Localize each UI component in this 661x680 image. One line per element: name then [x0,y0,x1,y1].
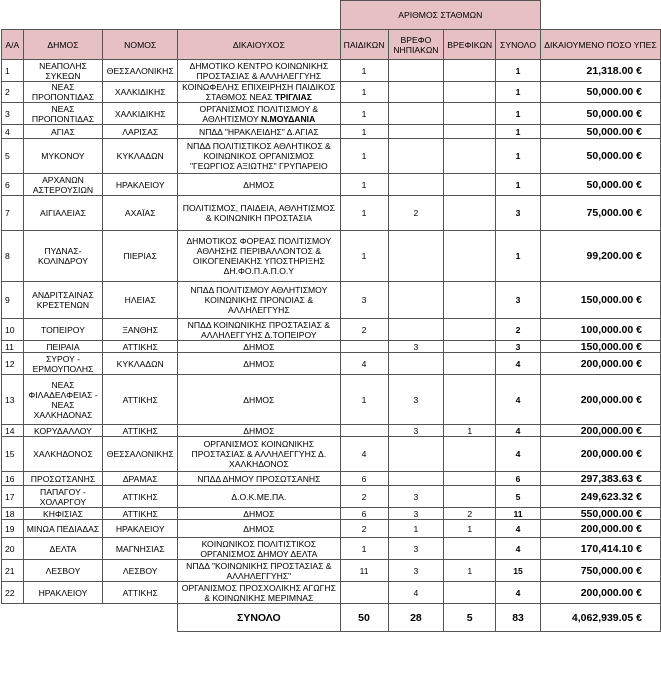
dikaiouxos-text: ΔΗΜΟΣ [243,394,275,405]
cell-dikaiouxos [178,125,340,139]
cell-vrefikon: 1 [444,425,496,437]
cell-synolo: 2 [496,319,541,341]
cell-nomos: ΗΡΑΚΛΕΙΟΥ [103,174,178,196]
cell-dikaiouxos [178,341,340,353]
cell-aa: 2 [2,82,24,103]
col-nomos: ΝΟΜΟΣ [103,30,178,60]
totals-label: ΣΥΝΟΛΟ [178,604,340,632]
cell-nomos: ΞΑΝΘΗΣ [103,319,178,341]
cell-nomos: ΧΑΛΚΙΔΙΚΗΣ [103,103,178,125]
dikaiouxos-bold-text: ΤΡΙΓΛΙΑΣ [274,92,312,102]
cell-vrefikon [444,319,496,341]
cell-synolo: 15 [496,560,541,582]
dikaiouxos-text: Δ.Ο.Κ.ΜΕ.ΠΑ. [231,491,287,502]
table-row [2,486,661,508]
cell-vrefonipiakon [388,282,444,319]
cell-dimos: ΧΑΛΚΗΔΟΝΟΣ [23,437,103,472]
cell-nomos: ΑΤΤΙΚΗΣ [103,425,178,437]
cell-aa: 21 [2,560,24,582]
dikaiouxos-text: ΚΟΙΝΩΦΕΛΗΣ ΕΠΙΧΕΙΡΗΣΗ ΠΑΙΔΙΚΟΣ ΣΤΑΘΜΟΣ ΝΕΑΣ [182,82,336,102]
cell-dimos: ΑΙΓΙΑΛΕΙΑΣ [23,196,103,231]
cell-aa: 11 [2,341,24,353]
cell-dimos: ΜΙΝΩΑ ΠΕΔΙΑΔΑΣ [23,520,103,538]
table-row [2,538,661,560]
cell-dimos: ΜΥΚΟΝΟΥ [23,139,103,174]
cell-synolo: 11 [496,508,541,520]
totals-row [2,604,661,632]
cell-paidikon [340,425,388,437]
cell-synolo: 1 [496,139,541,174]
cell-synolo: 3 [496,341,541,353]
cell-dikaiouxos [178,174,340,196]
cell-poso: 170,414.10 € [541,538,661,560]
cell-vrefikon [444,472,496,486]
table-row [2,282,661,319]
cell-dikaiouxos [178,425,340,437]
totals-vrefikon: 5 [444,604,496,632]
cell-synolo: 3 [496,196,541,231]
cell-vrefikon: 2 [444,508,496,520]
cell-vrefonipiakon [388,60,444,82]
cell-paidikon: 3 [340,282,388,319]
cell-aa: 16 [2,472,24,486]
cell-vrefonipiakon: 3 [388,341,444,353]
col-vrefonipiakon: ΒΡΕΦΟ ΝΗΠΙΑΚΩΝ [388,30,444,60]
cell-vrefonipiakon [388,319,444,341]
cell-dimos: ΗΡΑΚΛΕΙΟΥ [23,582,103,604]
cell-synolo: 1 [496,174,541,196]
table-row [2,472,661,486]
cell-vrefikon [444,103,496,125]
cell-dikaiouxos [178,508,340,520]
stations-table [1,0,661,632]
cell-synolo: 1 [496,103,541,125]
table-row [2,103,661,125]
cell-synolo: 4 [496,538,541,560]
cell-vrefikon [444,82,496,103]
table-row [2,560,661,582]
cell-synolo: 4 [496,520,541,538]
cell-dikaiouxos [178,486,340,508]
cell-paidikon: 2 [340,520,388,538]
cell-dimos: ΠΑΠΑΓΟΥ - ΧΟΛΑΡΓΟΥ [23,486,103,508]
cell-vrefonipiakon: 3 [388,425,444,437]
cell-aa: 6 [2,174,24,196]
cell-nomos: ΘΕΣΣΑΛΟΝΙΚΗΣ [103,437,178,472]
cell-dikaiouxos [178,82,340,103]
cell-nomos: ΑΤΤΙΚΗΣ [103,486,178,508]
cell-vrefonipiakon: 3 [388,560,444,582]
cell-nomos: ΚΥΚΛΑΔΩΝ [103,139,178,174]
cell-dimos: ΠΕΙΡΑΙΑ [23,341,103,353]
cell-synolo: 1 [496,125,541,139]
dikaiouxos-text: ΝΠΔΔ ΔΗΜΟΥ ΠΡΟΣΩΤΣΑΝΗΣ [197,473,321,484]
cell-vrefikon [444,60,496,82]
cell-vrefikon [444,139,496,174]
cell-vrefikon [444,353,496,375]
cell-poso: 297,383.63 € [541,472,661,486]
cell-dimos: ΝΕΑΣ ΠΡΟΠΟΝΤΙΔΑΣ [23,82,103,103]
table-row [2,341,661,353]
col-poso: ΔΙΚΑΙΟΥΜΕΝΟ ΠΟΣΟ ΥΠΕΣ [541,30,661,60]
cell-dimos: ΠΥΔΝΑΣ-ΚΟΛΙΝΔΡΟΥ [23,231,103,282]
table-row [2,125,661,139]
cell-dikaiouxos [178,375,340,425]
table-row [2,353,661,375]
col-dimos: ΔΗΜΟΣ [23,30,103,60]
cell-poso: 21,318.00 € [541,60,661,82]
totals-empty [2,604,178,632]
cell-poso: 50,000.00 € [541,174,661,196]
cell-vrefikon [444,437,496,472]
totals-paidikon: 50 [340,604,388,632]
cell-dimos: ΣΥΡΟΥ - ΕΡΜΟΥΠΟΛΗΣ [23,353,103,375]
cell-nomos: ΗΡΑΚΛΕΙΟΥ [103,520,178,538]
cell-paidikon: 11 [340,560,388,582]
cell-dikaiouxos [178,437,340,472]
cell-vrefikon [444,196,496,231]
cell-nomos: ΑΤΤΙΚΗΣ [103,375,178,425]
cell-nomos: ΛΕΣΒΟΥ [103,560,178,582]
cell-vrefonipiakon: 2 [388,196,444,231]
col-aa: Α/Α [2,30,24,60]
cell-synolo: 4 [496,375,541,425]
cell-aa: 20 [2,538,24,560]
col-dikaiouxos: ΔΙΚΑΙΟΥΧΟΣ [178,30,340,60]
group-header-row [2,1,661,30]
cell-aa: 4 [2,125,24,139]
cell-dimos: ΝΕΑΣ ΦΙΛΑΔΕΛΦΕΙΑΣ - ΝΕΑΣ ΧΑΛΚΗΔΟΝΑΣ [23,375,103,425]
cell-aa: 19 [2,520,24,538]
cell-dimos: ΑΡΧΑΝΩΝ ΑΣΤΕΡΟΥΣΙΩΝ [23,174,103,196]
cell-vrefonipiakon [388,353,444,375]
cell-vrefonipiakon [388,82,444,103]
cell-dimos: ΠΡΟΣΩΤΣΑΝΗΣ [23,472,103,486]
cell-dimos: ΝΕΑΣ ΠΡΟΠΟΝΤΙΔΑΣ [23,103,103,125]
cell-vrefonipiakon: 3 [388,508,444,520]
cell-synolo: 6 [496,472,541,486]
dikaiouxos-text: ΟΡΓΑΝΙΣΜΟΣ ΠΟΛΙΤΙΣΜΟΥ & ΑΘΛΗΤΙΣΜΟΥ [199,103,319,124]
cell-poso: 50,000.00 € [541,125,661,139]
cell-poso: 50,000.00 € [541,82,661,103]
cell-paidikon: 4 [340,353,388,375]
cell-nomos: ΛΑΡΙΣΑΣ [103,125,178,139]
cell-synolo: 1 [496,82,541,103]
table-row [2,520,661,538]
cell-aa: 10 [2,319,24,341]
cell-dimos: ΚΗΦΙΣΙΑΣ [23,508,103,520]
dikaiouxos-text: ΔΗΜΟΣ [243,358,275,369]
dikaiouxos-text: ΝΠΔΔ "ΗΡΑΚΛΕΙΔΗΣ" Δ.ΑΓΙΑΣ [198,126,319,137]
cell-vrefikon [444,231,496,282]
cell-dimos: ΑΝΔΡΙΤΣΑΙΝΑΣ ΚΡΕΣΤΕΝΩΝ [23,282,103,319]
cell-paidikon: 1 [340,60,388,82]
cell-vrefikon [444,375,496,425]
cell-aa: 7 [2,196,24,231]
dikaiouxos-text: ΝΠΔΔ ΚΟΙΝΩΝΙΚΗΣ ΠΡΟΣΤΑΣΙΑΣ & ΑΛΛΗΛΕΓΓΥΗΣ Δ.ΤΟΠΕΙΡΟΥ [187,319,331,340]
cell-poso: 200,000.00 € [541,582,661,604]
column-header-row [2,30,661,60]
cell-poso: 249,623.32 € [541,486,661,508]
table-row [2,139,661,174]
table-row [2,196,661,231]
cell-synolo: 4 [496,353,541,375]
table-row [2,319,661,341]
table-row [2,60,661,82]
cell-synolo: 4 [496,582,541,604]
col-paidikon: ΠΑΙΔΙΚΩΝ [340,30,388,60]
cell-aa: 8 [2,231,24,282]
cell-aa: 17 [2,486,24,508]
cell-paidikon: 4 [340,437,388,472]
cell-synolo: 1 [496,231,541,282]
cell-paidikon: 1 [340,375,388,425]
cell-paidikon: 1 [340,538,388,560]
cell-dikaiouxos [178,60,340,82]
cell-nomos: ΑΤΤΙΚΗΣ [103,341,178,353]
cell-vrefikon [444,486,496,508]
cell-nomos: ΑΧΑΪΑΣ [103,196,178,231]
cell-dikaiouxos [178,196,340,231]
cell-dikaiouxos [178,139,340,174]
dikaiouxos-text: ΔΗΜΟΣ [243,179,275,190]
cell-poso: 100,000.00 € [541,319,661,341]
table-row [2,425,661,437]
table-row [2,508,661,520]
cell-poso: 200,000.00 € [541,437,661,472]
cell-paidikon: 1 [340,196,388,231]
cell-aa: 3 [2,103,24,125]
cell-dimos: ΔΕΛΤΑ [23,538,103,560]
dikaiouxos-text: ΝΠΔΔ "ΚΟΙΝΩΝΙΚΗΣ ΠΡΟΣΤΑΣΙΑΣ & ΑΛΛΗΛΕΓΓΥΗΣ" [186,560,332,581]
cell-aa: 14 [2,425,24,437]
cell-nomos: ΚΥΚΛΑΔΩΝ [103,353,178,375]
cell-vrefonipiakon [388,139,444,174]
cell-nomos: ΠΙΕΡΙΑΣ [103,231,178,282]
dikaiouxos-text: ΔΗΜΟΣ [243,508,275,519]
table-row [2,582,661,604]
cell-synolo: 1 [496,60,541,82]
cell-synolo: 5 [496,486,541,508]
dikaiouxos-text: ΝΠΔΔ ΠΟΛΙΤΙΣΤΙΚΟΣ ΑΘΛΗΤΙΚΟΣ & ΚΟΙΝΩΝΙΚΟΣ ΟΡΓΑΝΙΣΜΟΣ "ΓΕΩΡΓΙΟΣ ΑΞΙΩΤΗΣ" ΓΡΥΠΑΡΕΙΟ [186,141,331,171]
cell-aa: 13 [2,375,24,425]
cell-vrefikon: 1 [444,520,496,538]
cell-nomos: ΑΤΤΙΚΗΣ [103,582,178,604]
cell-aa: 15 [2,437,24,472]
cell-synolo: 3 [496,282,541,319]
cell-poso: 200,000.00 € [541,375,661,425]
cell-poso: 200,000.00 € [541,425,661,437]
cell-vrefonipiakon [388,103,444,125]
totals-synolo: 83 [496,604,541,632]
cell-vrefikon [444,282,496,319]
cell-dimos: ΚΟΡΥΔΑΛΛΟΥ [23,425,103,437]
cell-paidikon: 2 [340,486,388,508]
col-vrefikon: ΒΡΕΦΙΚΩΝ [444,30,496,60]
cell-paidikon [340,582,388,604]
cell-nomos: ΔΡΑΜΑΣ [103,472,178,486]
cell-vrefikon [444,538,496,560]
group-header: ΑΡΙΘΜΟΣ ΣΤΑΘΜΩΝ [340,1,540,30]
dikaiouxos-text: ΟΡΓΑΝΙΣΜΟΣ ΠΡΟΣΧΟΛΙΚΗΣ ΑΓΩΓΗΣ & ΚΟΙΝΩΝΙΚΗΣ ΜΕΡΙΜΝΑΣ [181,582,336,603]
dikaiouxos-text: ΠΟΛΙΤΙΣΜΟΣ, ΠΑΙΔΕΙΑ, ΑΘΛΗΤΙΣΜΟΣ & ΚΟΙΝΩΝΙΚΗ ΠΡΟΣΤΑΣΙΑ [182,203,335,223]
cell-dimos: ΑΓΙΑΣ [23,125,103,139]
cell-poso: 200,000.00 € [541,520,661,538]
dikaiouxos-text: ΔΗΜΟΤΙΚΟΣ ΦΟΡΕΑΣ ΠΟΛΙΤΙΣΜΟΥ ΑΘΛΗΣΗΣ ΠΕΡΙΒΑΛΛΟΝΤΟΣ & ΟΙΚΟΓΕΝΕΙΑΚΗΣ ΥΠΟΣΤΗΡΙΞΗΣ ΔΗ.ΦΟ.Π.Α.Π.Ο.Υ [186,236,332,276]
cell-vrefonipiakon [388,125,444,139]
cell-poso: 150,000.00 € [541,282,661,319]
cell-poso: 550,000.00 € [541,508,661,520]
cell-paidikon: 1 [340,231,388,282]
cell-paidikon: 1 [340,103,388,125]
cell-vrefonipiakon: 3 [388,486,444,508]
table-row [2,375,661,425]
cell-dikaiouxos [178,472,340,486]
cell-nomos: ΑΤΤΙΚΗΣ [103,508,178,520]
cell-dikaiouxos [178,353,340,375]
dikaiouxos-text: ΔΗΜΟΣ [243,341,275,352]
cell-vrefikon: 1 [444,560,496,582]
cell-aa: 22 [2,582,24,604]
cell-vrefikon [444,582,496,604]
cell-vrefonipiakon: 4 [388,582,444,604]
cell-paidikon: 1 [340,125,388,139]
cell-nomos: ΘΕΣΣΑΛΟΝΙΚΗΣ [103,60,178,82]
cell-poso: 50,000.00 € [541,103,661,125]
cell-vrefonipiakon: 1 [388,520,444,538]
totals-poso: 4,062,939.05 € [541,604,661,632]
cell-aa: 18 [2,508,24,520]
empty-header-corner [541,1,661,30]
col-synolo: ΣΥΝΟΛΟ [496,30,541,60]
dikaiouxos-text: ΝΠΔΔ ΠΟΛΙΤΙΣΜΟΥ ΑΘΛΗΤΙΣΜΟΥ ΚΟΙΝΩΝΙΚΗΣ ΠΡΟΝΟΙΑΣ & ΑΛΛΗΛΕΓΓΥΗΣ [190,285,328,315]
cell-dikaiouxos [178,520,340,538]
cell-dimos: ΝΕΑΠΟΛΗΣ ΣΥΚΕΩΝ [23,60,103,82]
cell-dikaiouxos [178,582,340,604]
cell-dimos: ΤΟΠΕΙΡΟΥ [23,319,103,341]
cell-poso: 150,000.00 € [541,341,661,353]
table-row [2,437,661,472]
cell-paidikon: 6 [340,508,388,520]
cell-nomos: ΜΑΓΝΗΣΙΑΣ [103,538,178,560]
cell-vrefonipiakon [388,174,444,196]
cell-aa: 1 [2,60,24,82]
cell-paidikon: 1 [340,174,388,196]
cell-dimos: ΛΕΣΒΟΥ [23,560,103,582]
dikaiouxos-text: ΔΗΜΟΣ [243,425,275,436]
table-row [2,82,661,103]
table-row [2,231,661,282]
cell-poso: 750,000.00 € [541,560,661,582]
cell-vrefonipiakon [388,437,444,472]
dikaiouxos-bold-text: Ν.ΜΟΥΔΑΝΙΑ [260,113,316,124]
cell-poso: 200,000.00 € [541,353,661,375]
cell-dikaiouxos [178,560,340,582]
cell-dikaiouxos [178,319,340,341]
dikaiouxos-text: ΚΟΙΝΩΝΙΚΟΣ ΠΟΛΙΤΙΣΤΙΚΟΣ ΟΡΓΑΝΙΣΜΟΣ ΔΗΜΟΥ ΔΕΛΤΑ [200,538,318,559]
cell-dikaiouxos [178,231,340,282]
cell-synolo: 4 [496,425,541,437]
cell-aa: 12 [2,353,24,375]
cell-poso: 50,000.00 € [541,139,661,174]
empty-header-space [2,1,341,30]
dikaiouxos-text: ΔΗΜΟΣ [243,523,275,534]
cell-vrefonipiakon [388,231,444,282]
dikaiouxos-text: ΟΡΓΑΝΙΣΜΟΣ ΚΟΙΝΩΝΙΚΗΣ ΠΡΟΣΤΑΣΙΑΣ & ΑΛΛΗΛΕΓΓΥΗΣ Δ. ΧΑΛΚΗΔΟΝΟΣ [191,439,327,469]
cell-vrefikon [444,341,496,353]
cell-vrefikon [444,174,496,196]
cell-aa: 9 [2,282,24,319]
cell-paidikon [340,341,388,353]
cell-vrefikon [444,125,496,139]
table-body [2,1,661,632]
cell-synolo: 4 [496,437,541,472]
cell-dikaiouxos [178,103,340,125]
cell-poso: 99,200.00 € [541,231,661,282]
cell-dikaiouxos [178,538,340,560]
totals-vrefonipiakon: 28 [388,604,444,632]
dikaiouxos-text: ΔΗΜΟΤΙΚΟ ΚΕΝΤΡΟ ΚΟΙΝΩΝΙΚΗΣ ΠΡΟΣΤΑΣΙΑΣ & ΑΛΛΗΛΕΓΓΥΗΣ [189,60,329,81]
cell-poso: 75,000.00 € [541,196,661,231]
cell-nomos: ΗΛΕΙΑΣ [103,282,178,319]
cell-aa: 5 [2,139,24,174]
cell-paidikon: 6 [340,472,388,486]
cell-dikaiouxos [178,282,340,319]
cell-paidikon: 2 [340,319,388,341]
table-row [2,174,661,196]
cell-vrefonipiakon: 3 [388,375,444,425]
cell-paidikon: 1 [340,139,388,174]
cell-paidikon: 1 [340,82,388,103]
cell-vrefonipiakon [388,472,444,486]
cell-nomos: ΧΑΛΚΙΔΙΚΗΣ [103,82,178,103]
cell-vrefonipiakon: 3 [388,538,444,560]
